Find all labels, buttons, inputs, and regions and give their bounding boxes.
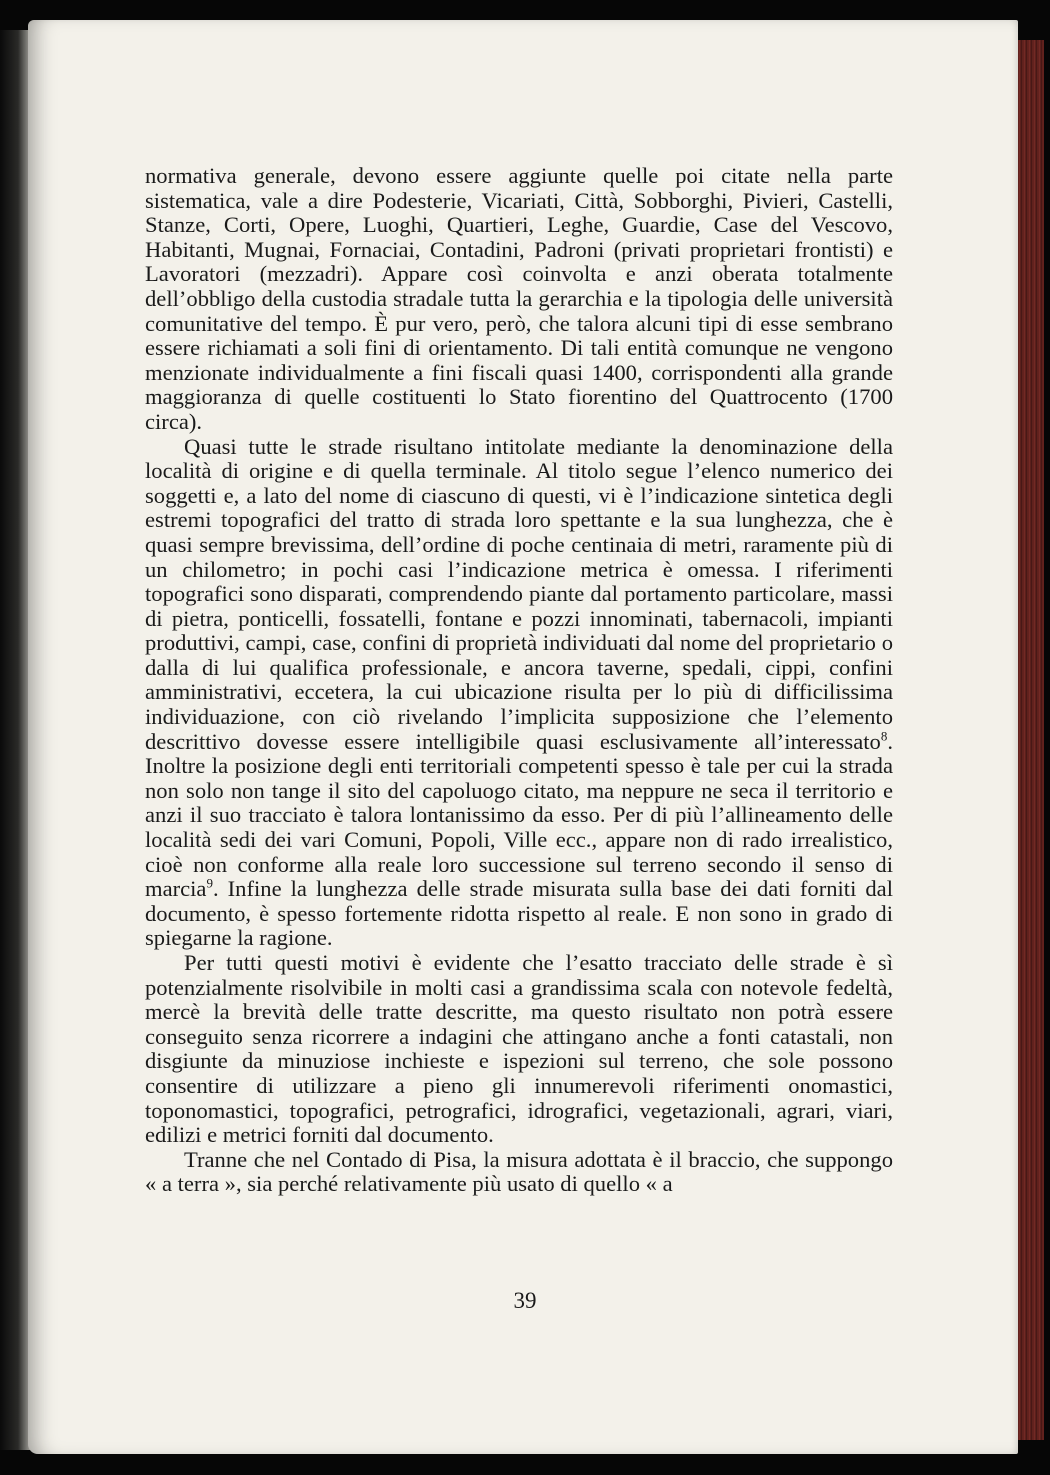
page-number: 39 xyxy=(513,1288,537,1313)
paragraph-1 xyxy=(145,164,893,435)
paragraph-4 xyxy=(145,1148,893,1197)
book-binding-edge xyxy=(0,30,30,1450)
paragraph-3 xyxy=(145,951,893,1148)
paragraph-2 xyxy=(145,435,893,951)
paragraph-4-text: Tranne che nel Contado di Pisa, la misura adottata è il braccio, che suppongo « a terra », sia perché relativamente più usato di quello « a xyxy=(145,1146,893,1197)
body-text xyxy=(145,164,893,1197)
paragraph-2-text-a: Quasi tutte le strade risultano intitolate mediante la denominazione della località di origine e di quella terminale. Al titolo segue l’elenco numerico dei soggetti e, a lato del nome di ciascuno di questi, vi è l’indicazione sintetica degli estremi topografici del tratto di strada loro spettante e la sua lunghezza, che è quasi sempre brevissima, dell’ordine di poche centinaia di metri, raramente più di un chilometro; in pochi casi l’indicazione metrica è omessa. I riferimenti topografici sono disparati, comprendendo piante dal portamento particolare, massi di pietra, ponticelli, fossatelli, fontane e pozzi innominati, tabernacoli, impianti produttivi, campi, case, confini di proprietà individuati dal nome del proprietario o dalla di lui qualifica professionale, e ancora taverne, spedali, cippi, confini amministrativi, eccetera, la cui ubicazione risulta per lo più di difficilissima individuazione, con ciò rivelando l’implicita supposizione che l’elemento descrittivo dovesse essere intelligibile quasi esclusivamente all’interessato xyxy=(145,433,893,754)
footnote-ref-8: 8 xyxy=(880,728,888,744)
paragraph-2-text-b: . Inoltre la posizione degli enti territoriali competenti spesso è tale per cui la strada non solo non tange il sito del capoluogo citato, ma neppure ne seca il territorio e anzi il suo tracciato è talora lontanissimo da esso. Per di più l’allineamento delle località sedi dei vari Comuni, Popoli, Ville ecc., appare non di rado irrealistico, cioè non conforme alla reale loro successione sul terreno secondo il senso di marcia xyxy=(145,728,893,902)
paragraph-1-text: normativa generale, devono essere aggiunte quelle poi citate nella parte sistematica, vale a dire Podesterie, Vicariati, Città, Sobborghi, Pivieri, Castelli, Stanze, Corti, Opere, Luoghi, Quartieri, Leghe, Guardie, Case del Vescovo, Habitanti, Mugnai, Fornaciai, Contadini, Padroni (privati proprietari frontisti) e Lavoratori (mezzadri). Appare così coinvolta e anzi oberata totalmente dell’obbligo della custodia stradale tutta la gerarchia e la tipologia delle università comunitative del tempo. È pur vero, però, che talora alcuni tipi di esse sembrano essere richiamati a soli fini di orientamento. Di tali entità comunque ne vengono menzionate individualmente a fini fiscali quasi 1400, corrispondenti alla grande maggioranza di quelle costituenti lo Stato fiorentino del Quattrocento (1700 circa). xyxy=(145,163,893,434)
paragraph-2-text-c: . Infine la lunghezza delle strade misurata sulla base dei dati forniti dal documento, è spesso fortemente ridotta rispetto al reale. E non sono in grado di spiegarne la ragione. xyxy=(145,876,893,951)
book-page-edges xyxy=(1018,40,1044,1440)
footnote-ref-9: 9 xyxy=(206,875,213,891)
paragraph-3-text: Per tutti questi motivi è evidente che l’esatto tracciato delle strade è sì potenzialmente risolvibile in molti casi a grandissima scala con notevole fedeltà, mercè la brevità delle tratte descritte, ma questo risultato non potrà essere conseguito senza ricorrere a indagini che attingano anche a fonti catastali, non disgiunte da minuziose inchieste e ispezioni sul terreno, che sole possono consentire di utilizzare a pieno gli innumerevoli riferimenti onomastici, toponomastici, topografici, petrografici, idrografici, vegetazionali, agrari, viari, edilizi e metrici forniti dal documento. xyxy=(145,950,893,1148)
